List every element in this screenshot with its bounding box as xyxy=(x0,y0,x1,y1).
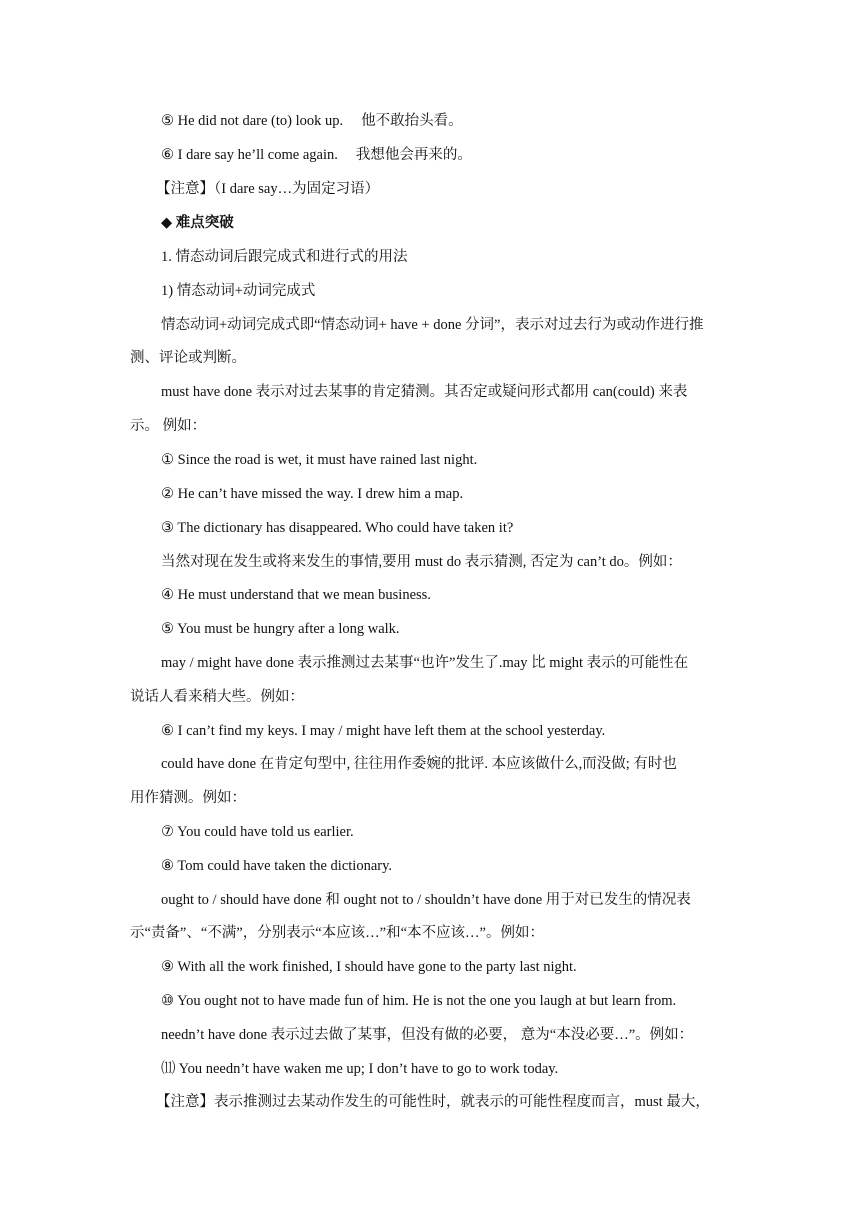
note-line: 【注意】（I dare say…为固定习语） xyxy=(156,181,380,197)
paragraph-line: needn’t have done 表示过去做了某事，但没有做的必要， 意为“本没必要…”。例如： xyxy=(161,1027,694,1043)
example-line: ⑥ I dare say he’ll come again. 我想他会再来的。 xyxy=(161,147,472,163)
paragraph-line: 说话人看来稍大些。例如： xyxy=(130,689,304,705)
paragraph-line: 示。 例如： xyxy=(130,418,207,434)
example-line: ⑨ With all the work finished, I should have gone to the party last night. xyxy=(161,959,577,975)
subsection-heading: 1) 情态动词+动词完成式 xyxy=(161,283,316,299)
section-heading: ◆ 难点突破 xyxy=(161,215,234,231)
example-line: ③ The dictionary has disappeared. Who could have taken it? xyxy=(161,520,514,536)
paragraph-line: may / might have done 表示推测过去某事“也许”发生了.may 比 might 表示的可能性在 xyxy=(161,655,689,671)
paragraph-line: 示“责备”、“不满”，分别表示“本应该…”和“本不应该…”。例如： xyxy=(130,925,544,941)
example-line: ④ He must understand that we mean business. xyxy=(161,587,431,603)
example-line: ⑥ I can’t find my keys. I may / might have left them at the school yesterday. xyxy=(161,723,606,739)
example-line: ② He can’t have missed the way. I drew him a map. xyxy=(161,486,464,502)
paragraph-line: must have done 表示对过去某事的肯定猜测。其否定或疑问形式都用 can(could) 来表 xyxy=(161,384,688,400)
example-line: ⑦ You could have told us earlier. xyxy=(161,824,354,840)
example-line: ⑾ You needn’t have waken me up; I don’t have to go to work today. xyxy=(161,1061,559,1077)
paragraph-line: 情态动词+动词完成式即“情态动词+ have + done 分词”，表示对过去行为或动作进行推 xyxy=(161,317,704,333)
subsection-heading: 1. 情态动词后跟完成式和进行式的用法 xyxy=(161,249,408,265)
paragraph-line: 用作猜测。例如： xyxy=(130,790,246,806)
paragraph-line: ought to / should have done 和 ought not to / shouldn’t have done 用于对已发生的情况表 xyxy=(161,892,691,908)
example-line: ⑤ He did not dare (to) look up. 他不敢抬头看。 xyxy=(161,113,463,129)
example-line: ⑧ Tom could have taken the dictionary. xyxy=(161,858,393,874)
example-line: ⑤ You must be hungry after a long walk. xyxy=(161,621,400,637)
example-line: ⑩ You ought not to have made fun of him. He is not the one you laugh at but learn from. xyxy=(161,993,677,1009)
note-line: 【注意】表示推测过去某动作发生的可能性时，就表示的可能性程度而言，must 最大， xyxy=(156,1094,710,1110)
paragraph-line: 当然对现在发生或将来发生的事情,要用 must do 表示猜测, 否定为 can’t do。例如： xyxy=(161,554,682,570)
paragraph-line: 测、评论或判断。 xyxy=(130,350,246,366)
example-line: ① Since the road is wet, it must have rained last night. xyxy=(161,452,478,468)
paragraph-line: could have done 在肯定句型中, 往往用作委婉的批评. 本应该做什么,而没做; 有时也 xyxy=(161,756,677,772)
